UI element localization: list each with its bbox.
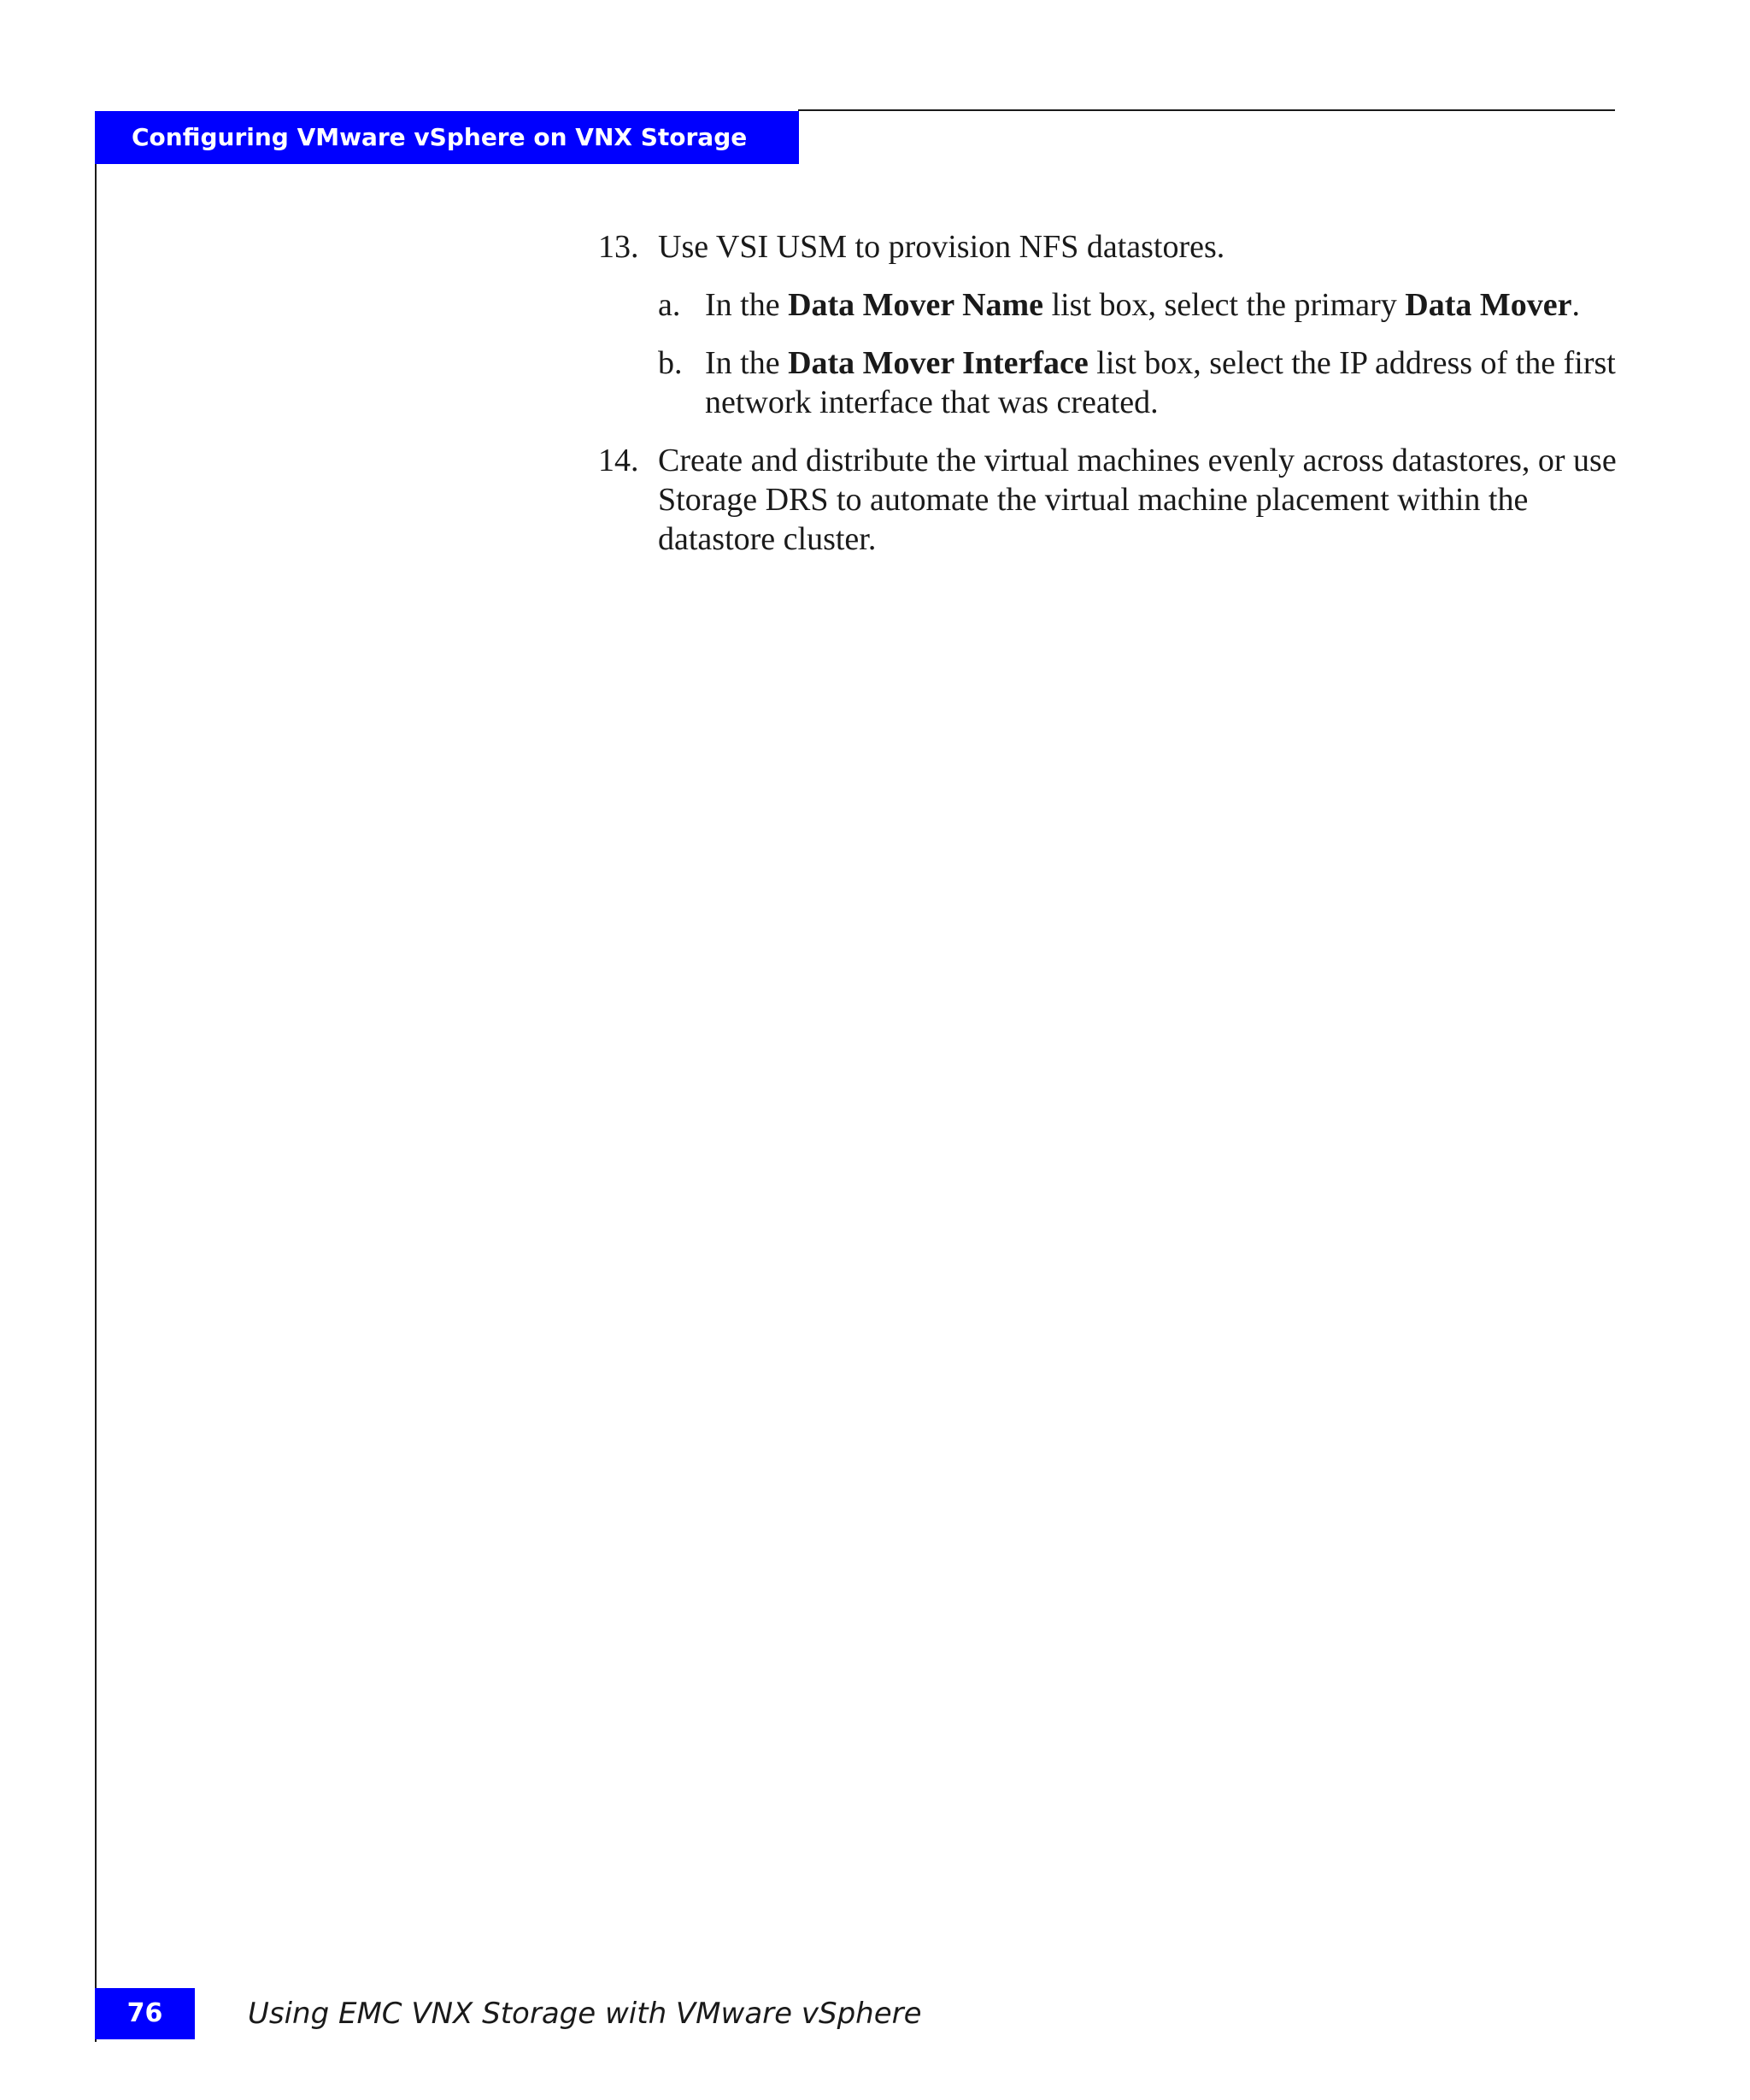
substep-letter: b.	[658, 345, 683, 381]
substep-b	[658, 343, 1624, 422]
header-rule	[798, 109, 1615, 111]
margin-rule	[95, 111, 97, 2042]
ui-term: Data Mover	[1405, 287, 1572, 323]
substep-text: .	[1571, 287, 1580, 323]
book-title: Using EMC VNX Storage with VMware vSphere	[248, 1997, 922, 2031]
substep-letter: a.	[658, 287, 681, 323]
chapter-header: Configuring VMware vSphere on VNX Storage	[95, 111, 799, 164]
step-14	[598, 441, 1624, 559]
step-text: Use VSI USM to provision NFS datastores.	[658, 229, 1225, 265]
substep-text: list box, select the IP address of the first network interface that was created.	[705, 345, 1616, 420]
step-text: Create and distribute the virtual machines evenly across datastores, or use Storage DRS to automate the virtual machine placement within the datastore cluster.	[658, 443, 1617, 557]
substep-text: In the	[705, 345, 789, 381]
body-content	[598, 227, 1624, 578]
page-number: 76	[95, 1988, 195, 2039]
step-number: 13.	[598, 229, 639, 265]
substep-text: In the	[705, 287, 789, 323]
step-number: 14.	[598, 443, 639, 478]
ui-term: Data Mover Interface	[788, 345, 1089, 381]
step-13	[598, 227, 1624, 422]
substep-text: list box, select the primary	[1043, 287, 1406, 323]
substep-a	[658, 285, 1624, 325]
ui-term: Data Mover Name	[788, 287, 1044, 323]
substep-list	[658, 285, 1624, 422]
